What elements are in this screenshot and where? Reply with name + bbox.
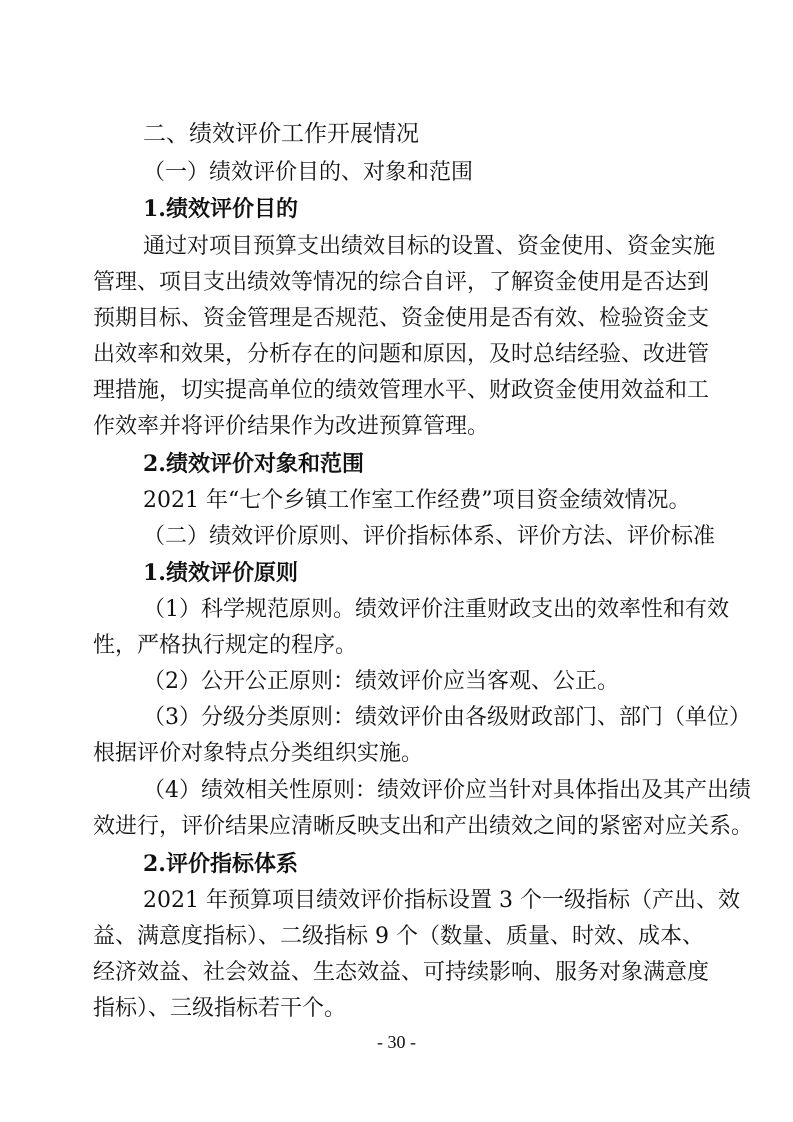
scope-paragraph: 2021 年“七个乡镇工作室工作经费”项目资金绩效情况。 bbox=[143, 488, 691, 513]
principle-line: 效进行，评价结果应清晰反映支出和产出绩效之间的紧密对应关系。 bbox=[93, 814, 754, 839]
principle-line: （1）科学规范原则。绩效评价注重财政支出的效率性和有效 bbox=[143, 597, 729, 622]
paragraph-line: 通过对项目预算支出绩效目标的设置、资金使用、资金实施 bbox=[143, 234, 716, 259]
paragraph-line: 益、满意度指标）、二级指标 9 个（数量、质量、时效、成本、 bbox=[93, 924, 704, 949]
paragraph-line: 指标）、三级指标若干个。 bbox=[93, 996, 347, 1021]
paragraph-line: 出效率和效果，分析存在的问题和原因，及时总结经验、改进管 bbox=[93, 342, 710, 367]
paragraph-line: 作效率并将评价结果作为改进预算管理。 bbox=[93, 414, 490, 439]
item-title-principles: 1.绩效评价原则 bbox=[143, 560, 298, 586]
paragraph-line: 预期目标、资金管理是否规范、资金使用是否有效、检验资金支 bbox=[93, 306, 710, 331]
paragraph-line: 经济效益、社会效益、生态效益、可持续影响、服务对象满意度 bbox=[93, 960, 710, 985]
principle-line: （4）绩效相关性原则：绩效评价应当针对具体指出及其产出绩 bbox=[143, 778, 751, 803]
principle-line: 性，严格执行规定的程序。 bbox=[93, 633, 358, 658]
principle-line: 根据评价对象特点分类组织实施。 bbox=[93, 741, 424, 766]
principle-line: （2）公开公正原则：绩效评价应当客观、公正。 bbox=[143, 669, 619, 694]
paragraph-line: 管理、项目支出绩效等情况的综合自评，了解资金使用是否达到 bbox=[93, 270, 710, 295]
item-title-scope: 2.绩效评价对象和范围 bbox=[143, 451, 364, 477]
subsection-title-2: （二）绩效评价原则、评价指标体系、评价方法、评价标准 bbox=[143, 524, 716, 549]
paragraph-line: 理措施，切实提高单位的绩效管理水平、财政资金使用效益和工 bbox=[93, 378, 710, 403]
paragraph-line: 2021 年预算项目绩效评价指标设置 3 个一级指标（产出、效 bbox=[143, 888, 740, 913]
section-title: 二、绩效评价工作开展情况 bbox=[143, 121, 419, 147]
subsection-title-1: （一）绩效评价目的、对象和范围 bbox=[143, 160, 474, 185]
principle-line: （3）分级分类原则：绩效评价由各级财政部门、部门（单位） bbox=[143, 705, 751, 730]
item-title-purpose: 1.绩效评价目的 bbox=[143, 196, 298, 222]
page-number: - 30 - bbox=[377, 1032, 416, 1052]
item-title-indicators: 2.评价指标体系 bbox=[143, 851, 298, 877]
